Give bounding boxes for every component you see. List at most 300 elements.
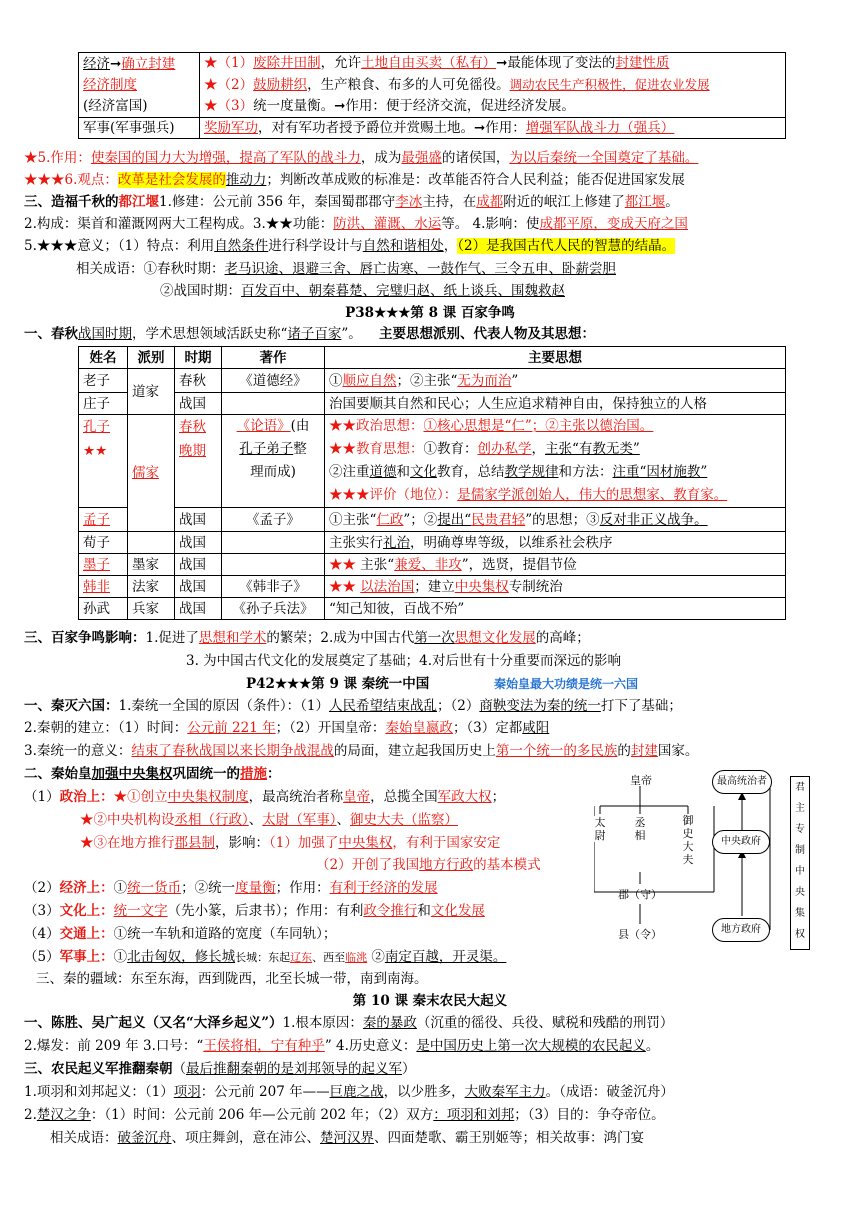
text: （1）加强了 [269, 835, 339, 851]
cell: 战国 [175, 598, 222, 620]
text: 大败秦军主力 [464, 1084, 546, 1100]
text: 2.爆发：前 209 年 3.口号：“ [24, 1038, 204, 1054]
text: 废除井田制 [253, 55, 321, 71]
text: ★（3） [204, 98, 254, 114]
diagram-yushi: 御史大夫 [682, 814, 694, 866]
text: ； [491, 789, 506, 805]
text: 自然条件 [214, 238, 269, 254]
text: 和方法： [558, 464, 613, 480]
commandery-line-2 [316, 855, 541, 875]
text: ；判断改革成败的标准是：改革能否符合人民利益；能否促进国家发展 [266, 172, 685, 188]
text: 军事上： [59, 949, 114, 965]
text: 的繁荣；2.成为中国古代 [266, 630, 415, 646]
text: 教育，总结 [437, 464, 505, 480]
text: 春秋 [179, 419, 206, 435]
text: 最后推翻秦朝的是刘邦领导的起义军 [186, 1061, 402, 1077]
text: 打下了基础； [600, 698, 682, 714]
text: ，总揽全国 [370, 789, 438, 805]
text: 郡县制 [174, 835, 215, 851]
text: 等。 4.影响：使 [441, 216, 540, 232]
text: 主持，在 [422, 194, 477, 210]
chuhan-line [24, 1105, 665, 1125]
text: ① [329, 372, 343, 389]
text: ：（1）时间：公元前 206 年—公元前 202 年；（2）双方 [90, 1107, 434, 1123]
xiangyu-line [24, 1082, 674, 1102]
text: 长城：东起 [235, 951, 291, 964]
text: 和 [417, 903, 431, 919]
reform-table [78, 52, 786, 139]
text: 以法治国 [360, 578, 415, 595]
text: 措施 [240, 766, 267, 782]
text: 一、陈胜、吴广起义（又名“大泽乡起义”） [24, 1015, 283, 1031]
text: ★★教育思想： [329, 441, 424, 457]
cell: 《孙子兵法》 [222, 598, 325, 620]
text: ① [113, 949, 128, 965]
text: 秦的暴政 [362, 1015, 417, 1031]
table-row [79, 554, 786, 576]
text: 教学规律 [504, 464, 559, 480]
cell [325, 369, 786, 393]
text: (由 [290, 418, 310, 434]
text: 、 [336, 812, 350, 828]
idioms-line [160, 281, 565, 301]
text: 2.构成：渠首和灌溉网两大工程构成。3.★★功能： [24, 216, 334, 232]
text: 创办私学 [477, 441, 532, 457]
text: 土地自由买卖（私有） [361, 55, 497, 71]
table-row [79, 598, 786, 620]
diagram-local: 地方政府 [712, 918, 770, 942]
text: 有利于经济的发展 [329, 880, 438, 896]
text: 秦始皇嬴政 [385, 720, 453, 736]
military-content-cell [200, 118, 786, 139]
text: ★★ [83, 443, 108, 459]
diagram-top: 最高统治者 [712, 770, 772, 794]
text: 王侯将相，宁有种乎 [203, 1038, 325, 1054]
text: 经济上： [59, 880, 114, 896]
cell: 战国 [175, 508, 222, 532]
text: ，对有军功者授予爵位并赏赐土地。➞作用： [258, 120, 526, 136]
diagram-chengxiang: 丞相 [634, 816, 646, 842]
text: 1.修建：公元前 356 年，秦国蜀郡郡守 [159, 194, 396, 210]
text: 临洮 [345, 951, 368, 964]
military-label-cell: 军事(军事强兵) [79, 118, 200, 139]
cell [325, 508, 786, 532]
cell [175, 415, 222, 508]
text: 无为而治 [457, 372, 512, 389]
unify-meaning-line [24, 741, 698, 761]
text: ★★政治思想： [329, 418, 424, 434]
text: ：公元前 207 年—— [200, 1084, 330, 1100]
text: ★②中央机构设 [80, 812, 175, 828]
header-thoughts: 主要思想 [325, 347, 786, 369]
cell: 荀子 [79, 532, 128, 554]
table-row [79, 576, 786, 598]
text: 一、秦灭六国： [24, 698, 119, 714]
text: ①核心思想是“仁”；②主张以德治国。 [423, 418, 654, 434]
commandery-line [80, 833, 500, 853]
text: 注重“因材施教” [612, 464, 708, 480]
text: ，生产粮食、布多的人可免徭役。 [307, 77, 510, 93]
text: 成都 [476, 194, 504, 210]
text: ★★★评价（地位）： [329, 487, 458, 503]
outbreak-line [24, 1036, 659, 1056]
idioms-line-3 [50, 1128, 644, 1148]
label-text: 经济制度 [83, 76, 137, 93]
text: 李冰 [395, 194, 423, 210]
effect-line [24, 148, 698, 168]
cell: 庄子 [79, 393, 128, 415]
text: 的 [617, 743, 631, 759]
culture-line [24, 901, 485, 921]
text: 2. [24, 1107, 37, 1123]
cell [325, 554, 786, 576]
influence-line [24, 628, 590, 648]
text: ★★ [329, 578, 361, 595]
text: 专制统治 [508, 578, 563, 595]
cell: 春秋 [175, 369, 222, 393]
text: 、四面楚歌、霸王别姬等；相关故事：鸿门宴 [374, 1130, 644, 1146]
text: 1.促进了 [145, 630, 199, 646]
cell: 老子 [79, 369, 128, 393]
text: 第一个统一的多民族 [495, 743, 618, 759]
diagram-central: 中央政府 [712, 830, 770, 854]
text: 为以后秦统一全国奠定了基础。 [509, 150, 699, 166]
text: 二、秦始皇 [24, 766, 92, 782]
cell: 法家 [128, 576, 175, 598]
text: 理而成) [250, 464, 296, 480]
header-name: 姓名 [79, 347, 128, 369]
overthrow-line [24, 1059, 416, 1079]
text: ★（1） [204, 55, 254, 71]
text: ② [367, 949, 385, 965]
text: ，以少胜多， [383, 1084, 465, 1100]
table-row [79, 508, 786, 532]
text: 、 [248, 812, 263, 828]
text: 巩固统一的 [172, 766, 240, 782]
economy-content-cell [200, 53, 786, 118]
cell [222, 554, 325, 576]
transport-line [24, 924, 336, 944]
text: （沉重的徭役、兵役、赋税和残酷的刑罚） [416, 1015, 674, 1031]
cell: 兵家 [128, 598, 175, 620]
text: 中央集权 [338, 835, 393, 851]
text: 成都平原，变成天府之国 [539, 216, 688, 232]
table-row [79, 53, 786, 118]
cell: 道家 [128, 369, 175, 415]
text: （2）开创了我国 [316, 857, 420, 873]
text: ） [402, 1061, 416, 1077]
text: 太尉（军事） [262, 812, 337, 828]
text: 的局面，建立起我国历史上 [333, 743, 496, 759]
lesson8-intro [24, 324, 595, 344]
text: 地方行政 [419, 857, 474, 873]
text: ；②统一 [181, 880, 236, 896]
text: 提出“ [437, 511, 472, 528]
label-text: (经济富国) [83, 97, 148, 114]
text: 相关成语：①春秋时期： [76, 261, 225, 277]
header-school: 派别 [128, 347, 175, 369]
text: 的诸侯国， [441, 150, 510, 166]
text: ，有利于国家安定 [392, 835, 501, 851]
text: 奖励军功 [204, 120, 258, 136]
text: （4） [24, 926, 60, 942]
text: 争战混战 [279, 743, 334, 759]
text: 咸阳 [522, 720, 550, 736]
cell [222, 415, 325, 508]
text: 思想文化发展 [454, 630, 536, 646]
significance-line [24, 236, 675, 256]
cell [222, 532, 325, 554]
cell [222, 393, 325, 415]
text: 《论语》 [236, 418, 291, 434]
text: 破釜沉舟 [117, 1130, 172, 1146]
economy-label-cell: 经济➞确立封建 经济制度 (经济富国) [79, 53, 200, 118]
text: 2.秦朝的建立：（1）时间： [24, 720, 188, 736]
territory-line: 三、秦的疆域：东至东海，西到陇西，北至长城一带，南到南海。 [36, 971, 428, 987]
text: 项羽 [173, 1084, 201, 1100]
cell: 战国 [175, 554, 222, 576]
text: ★（2） [204, 77, 254, 93]
text: 1.项羽和刘邦起义：（1） [24, 1084, 174, 1100]
text: ， [443, 238, 458, 254]
text: 公元前 221 年 [187, 720, 276, 736]
uprising-line [24, 1013, 673, 1033]
text: 使秦国的国力大为增强，提高了军队的战斗力 [90, 150, 361, 166]
text: 是中国历史上第一次大规模的农民起义 [416, 1038, 646, 1054]
text: 调动农民生产积极性，促进农业发展 [509, 77, 710, 92]
central-organs-line [80, 810, 458, 830]
text: ，最高统治者称 [248, 789, 344, 805]
text: 文化发展 [430, 903, 485, 919]
text: （3） [24, 903, 60, 919]
text: ，明确尊卑等级，以维系社会秩序 [410, 534, 613, 551]
text: ： [267, 766, 281, 782]
cell: 战国 [175, 393, 222, 415]
text: ，成为 [360, 150, 402, 166]
text: 鼓励耕织 [253, 77, 308, 93]
text: 三、造福千秋的 [24, 194, 119, 210]
text: 孔子弟子 [239, 441, 294, 457]
text: 主张“有教无类” [545, 441, 640, 457]
header-period: 时期 [175, 347, 222, 369]
text: 百发百中、朝秦暮楚、完璧归赵、纸上谈兵、围魏救赵 [241, 283, 565, 299]
lesson8-title: P38★★★第 8 课 百家争鸣 [345, 305, 515, 321]
text: 民贵君轻 [471, 511, 526, 528]
text: 政令推行 [363, 903, 418, 919]
lesson10-title: 第 10 课 秦末农民大起义 [352, 993, 508, 1009]
lesson9-subtitle: 秦始皇最大功绩是统一六国 [494, 677, 639, 691]
text: 5.★★★意义；（1）特点：利用 [24, 238, 215, 254]
text: 和 [396, 464, 410, 480]
cell: 《韩非子》 [222, 576, 325, 598]
military-line [24, 947, 506, 967]
text: ➞最能体现了变法的 [496, 55, 616, 71]
cell: 儒家 [128, 415, 175, 532]
text: 一、春秋 [24, 326, 78, 342]
text: ★★ [329, 556, 356, 573]
diagram-jun: 郡（守） [618, 888, 662, 901]
government-structure-diagram [594, 766, 820, 962]
text: 相关成语： [50, 1130, 118, 1146]
cell [325, 532, 786, 554]
text: 是儒家学派创始人，伟大的思想家、教育家。 [457, 487, 728, 503]
cell: 战国 [175, 576, 222, 598]
text: 国家。 [657, 743, 699, 759]
text: 统一度量衡。➞作用：便于经济交流，促进经济发展。 [253, 98, 575, 114]
cell: “知己知彼，百战不殆” [325, 598, 786, 620]
text: 文化上： [59, 903, 114, 919]
diagram-side-label: 君主专制中央集权 [790, 776, 810, 950]
text: 三、农民起义军推翻秦朝 [24, 1061, 173, 1077]
table-row [79, 369, 786, 393]
text: （ [172, 1061, 186, 1077]
centralization-heading [24, 764, 281, 784]
table-header [79, 347, 786, 369]
text: ★5.作用： [24, 150, 91, 166]
unify-reason-line [24, 696, 682, 716]
table-row [79, 118, 786, 139]
text: 、西至 [312, 951, 346, 964]
text: 封建 [630, 743, 658, 759]
text: 辽东 [290, 951, 313, 964]
text: （5） [24, 949, 60, 965]
text: 思想和学术 [198, 630, 267, 646]
lesson9-title: P42★★★第 9 课 秦统一中国 [246, 676, 430, 692]
text: ②战国时期： [160, 283, 241, 299]
cell: 战国 [175, 532, 222, 554]
text: 中央集权 [454, 578, 509, 595]
text: 军政大权 [437, 789, 492, 805]
text: 南定百越，开灵渠。 [384, 949, 507, 965]
text: 。（成语：破釜沉舟） [545, 1084, 674, 1100]
cell: 墨子 [79, 554, 128, 576]
text: ；（3）定都 [452, 720, 523, 736]
text: 文化 [410, 464, 437, 480]
text: 老马识途、退避三舍、唇亡齿寒、一鼓作气、三令五申、卧薪尝胆 [224, 261, 616, 277]
text: 自然和谐相处 [362, 238, 444, 254]
text: 商鞅变法为秦的统一 [479, 698, 601, 714]
text: 反对非正义战争。 [599, 511, 708, 528]
text: ；（2）开国皇帝： [275, 720, 386, 736]
text: ，允许 [320, 55, 362, 71]
text: 晚期 [179, 443, 206, 459]
text: 1.秦统一全国的原因（条件）：（1） [118, 698, 329, 714]
economy-line [24, 878, 438, 898]
structure-line [24, 214, 688, 234]
text: 楚河汉界 [320, 1130, 374, 1146]
text: ①统一车轨和道路的宽度（车同轨）； [113, 926, 337, 942]
text: ；作用： [275, 880, 330, 896]
table-row [79, 393, 786, 415]
text: 改革是社会发展的 [117, 172, 226, 188]
text: 巨鹿之战 [329, 1084, 384, 1100]
text: 政治上： [59, 789, 114, 805]
text: （2）是我国古代人民的智慧的结晶。 [457, 238, 676, 254]
text: ”，选贤，提倡节俭 [461, 556, 577, 573]
cell [325, 415, 786, 508]
text: ”；② [403, 511, 438, 528]
text: 主要思想派别、代表人物及其思想： [378, 326, 595, 342]
text: 战国时期 [78, 326, 132, 342]
cell: 治国要顺其自然和民心；人生应追求精神自由，保持独立的人格 [325, 393, 786, 415]
text: 防洪、灌溉、水运 [333, 216, 442, 232]
text: ，影响： [215, 835, 269, 851]
text: 顺应自然 [342, 372, 397, 389]
text: ①主张“ [329, 511, 377, 528]
text: （先小篆，后隶书）；作用：有利 [167, 903, 364, 919]
cell: 孙武 [79, 598, 128, 620]
cell: 《孟子》 [222, 508, 325, 532]
text: 都江堰 [118, 194, 159, 210]
text: 丞相（行政） [174, 812, 249, 828]
text: 统一文字 [113, 903, 168, 919]
table-row [79, 415, 786, 508]
cell [128, 532, 175, 554]
text: ；（2） [436, 698, 480, 714]
politics-line [24, 787, 505, 807]
text: ” 4.历史意义： [324, 1038, 417, 1054]
text: 度量衡 [235, 880, 276, 896]
text: 主张“ [360, 556, 395, 573]
cell: 墨家 [128, 554, 175, 576]
label-text: 确立封建 [121, 55, 176, 72]
text: 。 [665, 194, 679, 210]
text: 统一货币 [127, 880, 182, 896]
text: 人民希望结束战乱 [328, 698, 437, 714]
text: 都江堰 [624, 194, 666, 210]
text: 皇帝 [343, 789, 371, 805]
idioms-line [76, 259, 616, 279]
cell [79, 415, 128, 508]
text: 加强中央集权 [91, 766, 173, 782]
text: 主张实行 [329, 534, 383, 551]
text: ”。 [341, 326, 362, 342]
header-works: 著作 [222, 347, 325, 369]
text: 礼治 [383, 534, 410, 551]
text: ②注重 [329, 464, 370, 480]
text: （2） [24, 880, 60, 896]
text: ”的思想；③ [525, 511, 600, 528]
text: （1） [24, 789, 60, 805]
qin-founding-line [24, 718, 549, 738]
text: 三、百家争鸣影响： [24, 630, 146, 646]
text: 最强盛 [401, 150, 442, 166]
text: 孔子 [83, 419, 110, 435]
cell: 《道德经》 [222, 369, 325, 393]
text: 北击匈奴，修长城 [127, 949, 236, 965]
text: 中央集权制度 [167, 789, 249, 805]
text: 第一次 [414, 630, 455, 646]
text: 的基本模式 [473, 857, 541, 873]
dujiangyan-line [24, 192, 679, 212]
cell: 韩非 [79, 576, 128, 598]
text: ，学术思想领域活跃史称“ [132, 326, 288, 342]
text: 1.根本原因： [282, 1015, 363, 1031]
text: ；（3）目的：争夺帝位。 [514, 1107, 665, 1123]
table-row [79, 532, 786, 554]
text: 推动力 [225, 172, 267, 188]
text: ★★★6.观点： [24, 172, 118, 188]
text: ★①创立 [113, 789, 168, 805]
text: 。 [645, 1038, 660, 1054]
text: ：项羽和刘邦 [433, 1107, 515, 1123]
viewpoint-line [24, 170, 685, 190]
text: 的高峰； [535, 630, 590, 646]
text: ① [113, 880, 128, 896]
text: ；②主张“ [396, 372, 458, 389]
text: 御史大夫（监察） [350, 812, 458, 828]
text: 附近的岷江上修建了 [503, 194, 625, 210]
